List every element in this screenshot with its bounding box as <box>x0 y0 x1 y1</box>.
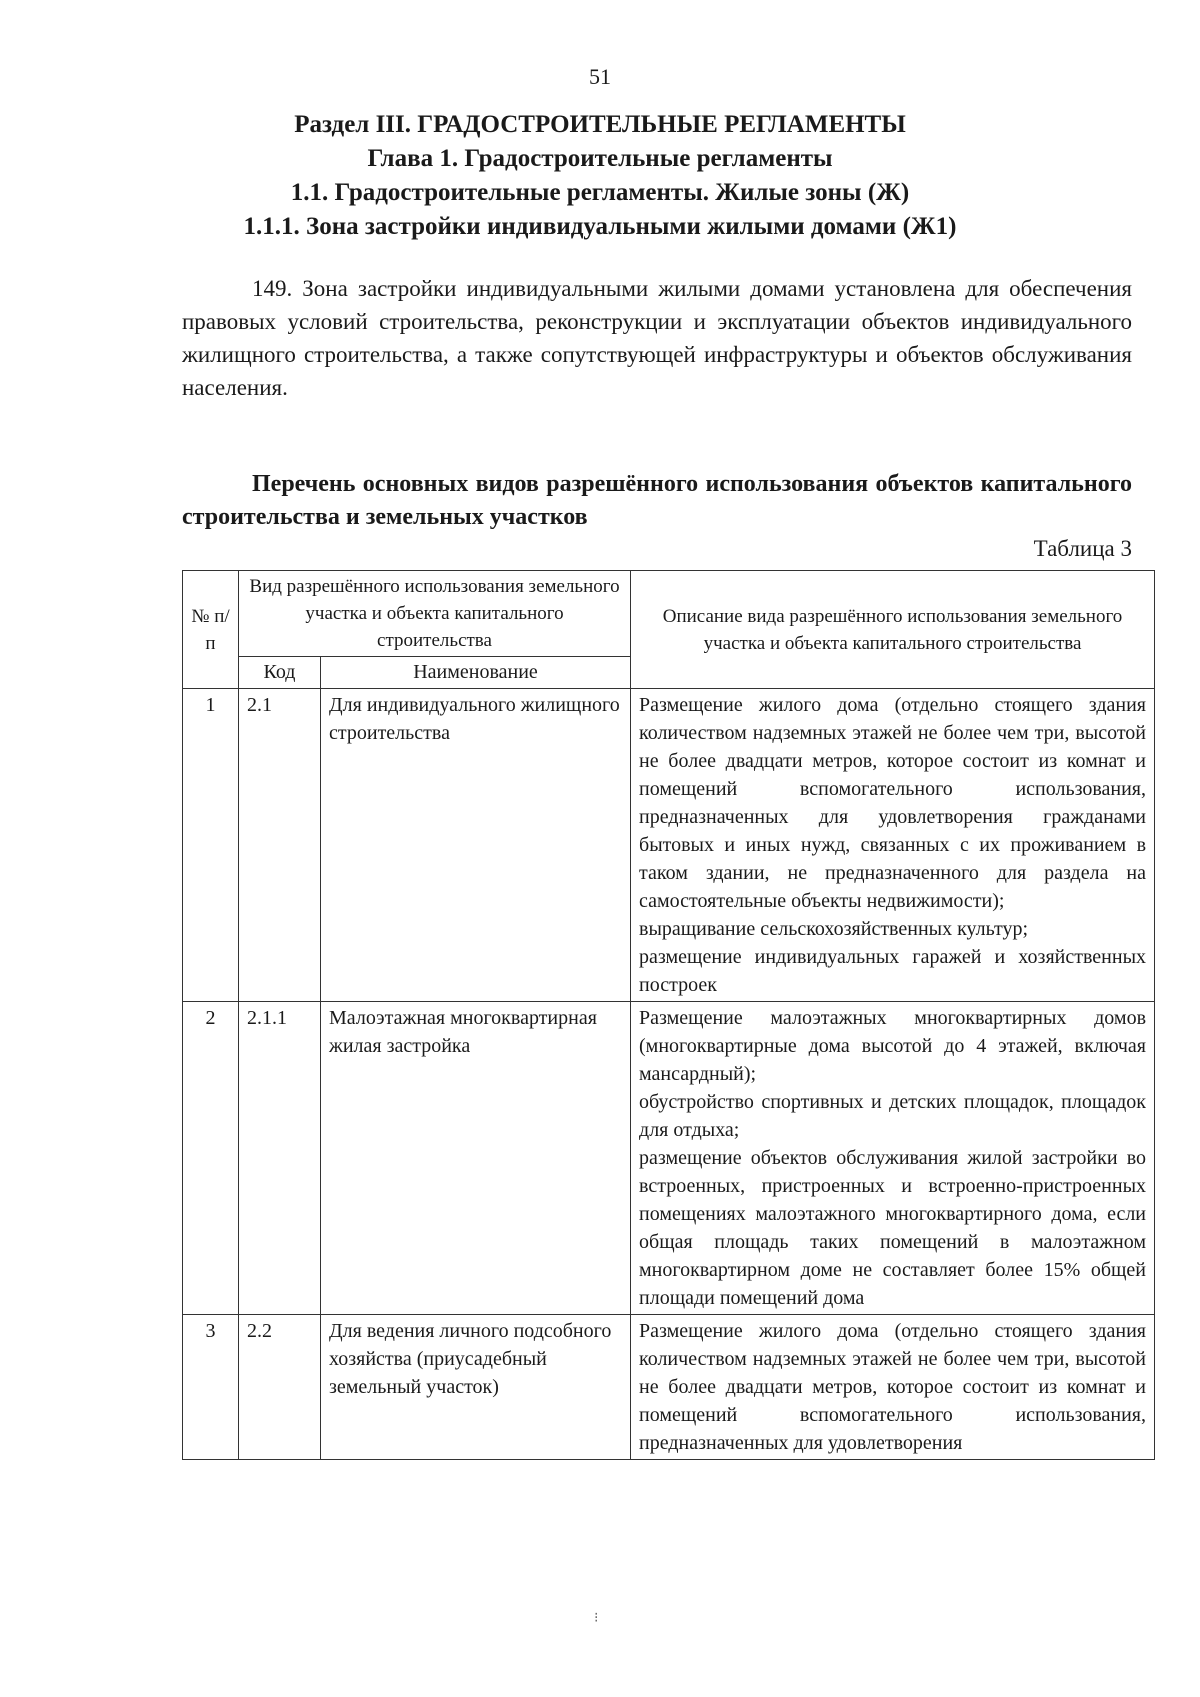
row-description <box>631 689 1155 1002</box>
header-name: Наименование <box>321 657 631 689</box>
permitted-use-table <box>182 570 1155 1460</box>
zone-heading: 1.1.1. Зона застройки индивидуальными жилыми домами (Ж1) <box>243 213 957 240</box>
header-code: Код <box>239 657 321 689</box>
row-code: 2.1 <box>239 689 321 1002</box>
description-line: Размещение жилого дома (отдельно стоящего здания количеством надземных этажей не более чем три, высотой не более двадцати метров, которое состоит из комнат и помещений вспомогательного использования, предназначенных для удовлетворения гражданами бытовых и иных нужд, связанных с их проживанием в таком здании, не предназначенного для раздела на самостоятельные объекты недвижимости); <box>639 694 1147 912</box>
scan-mark: ⁝ <box>594 1611 599 1626</box>
headings-block <box>0 108 1200 244</box>
table-row <box>183 689 1155 1002</box>
header-use-type: Вид разрешённого использования земельного участка и объекта капитального строительства <box>239 571 631 657</box>
table-row <box>183 1002 1155 1315</box>
row-number: 3 <box>183 1315 239 1460</box>
zone-description-paragraph: 149. Зона застройки индивидуальными жилыми домами установлена для обеспечения правовых условий строительства, реконструкции и эксплуатации объектов индивидуального жилищного строительства, а также сопутствующей инфраструктуры и объектов обслуживания населения. <box>182 276 1132 400</box>
section-heading: Раздел III. ГРАДОСТРОИТЕЛЬНЫЕ РЕГЛАМЕНТЫ <box>294 111 906 138</box>
row-name: Для ведения личного подсобного хозяйства (приусадебный земельный участок) <box>321 1315 631 1460</box>
description-line: Размещение жилого дома (отдельно стоящего здания количеством надземных этажей не более чем три, высотой не более двадцати метров, которое состоит из комнат и помещений вспомогательного использования, предназначенных для удовлетворения <box>639 1320 1147 1454</box>
description-line: обустройство спортивных и детских площадок, площадок для отдыха; <box>639 1091 1147 1141</box>
row-code: 2.2 <box>239 1315 321 1460</box>
list-title: Перечень основных видов разрешённого использования объектов капитального строительства и земельных участков <box>182 471 1132 530</box>
subsection-heading: 1.1. Градостроительные регламенты. Жилые зоны (Ж) <box>290 179 910 206</box>
row-code: 2.1.1 <box>239 1002 321 1315</box>
description-line: размещение индивидуальных гаражей и хозяйственных построек <box>639 946 1147 996</box>
table-row <box>183 1315 1155 1460</box>
description-line: выращивание сельскохозяйственных культур; <box>639 918 1029 940</box>
row-number: 2 <box>183 1002 239 1315</box>
header-num: № п/п <box>183 571 239 689</box>
row-description <box>631 1002 1155 1315</box>
description-line: Размещение малоэтажных многоквартирных домов (многоквартирные дома высотой до 4 этажей, включая мансардный); <box>639 1007 1147 1085</box>
chapter-heading: Глава 1. Градостроительные регламенты <box>367 145 833 172</box>
table-caption: Таблица 3 <box>1033 536 1132 561</box>
header-description: Описание вида разрешённого использования земельного участка и объекта капитального строительства <box>631 571 1155 689</box>
row-number: 1 <box>183 689 239 1002</box>
description-line: размещение объектов обслуживания жилой застройки во встроенных, пристроенных и встроенно-пристроенных помещениях малоэтажного многоквартирного дома, если общая площадь таких помещений в малоэтажном многоквартирном доме не составляет более 15% общей площади помещений дома <box>639 1147 1147 1309</box>
row-name: Малоэтажная многоквартирная жилая застройка <box>321 1002 631 1315</box>
page-number: 51 <box>589 64 611 89</box>
row-description <box>631 1315 1155 1460</box>
row-name: Для индивидуального жилищного строительства <box>321 689 631 1002</box>
